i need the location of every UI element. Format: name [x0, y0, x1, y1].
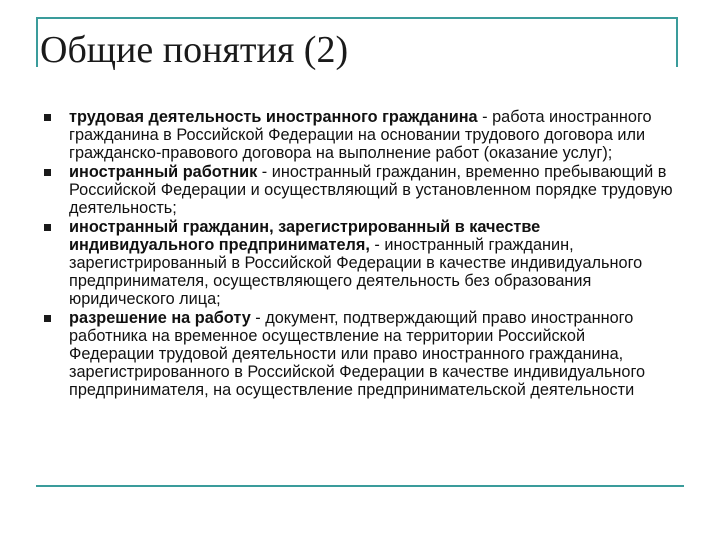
frame-top-line: [36, 17, 678, 19]
square-bullet-icon: [44, 315, 51, 322]
definition-item-work-permit: [44, 309, 674, 399]
definition-separator: -: [250, 309, 266, 327]
definition-term: иностранный гражданин, зарегистрированный в качестве индивидуального предпринимателя,: [69, 218, 541, 254]
square-bullet-icon: [44, 224, 51, 231]
definition-term: иностранный работник: [69, 163, 258, 181]
square-bullet-icon: [44, 169, 51, 176]
definition-separator: -: [369, 236, 385, 254]
definition-term: трудовая деятельность иностранного гражданина: [69, 108, 478, 126]
definition-separator: -: [257, 163, 272, 181]
definition-text: документ, подтверждающий право иностранного работника на временное осуществление на территории Российской Федерации трудовой деятельности или право иностранного гражданина, зарегистрированного в Российской Федерации в качестве индивидуального предпринимателя, на осуществление предпринимательской деятельности: [69, 309, 646, 399]
definition-text: иностранный гражданин, временно пребывающий в Российской Федерации и осуществляющий в установленном порядке трудовую деятельность;: [69, 163, 673, 217]
definition-term: разрешение на работу: [69, 309, 251, 327]
definition-separator: -: [477, 108, 493, 126]
slide-title: Общие понятия (2): [40, 29, 349, 71]
definition-text: иностранный гражданин, зарегистрированный в Российской Федерации в качестве индивидуального предпринимателя, осуществляющего деятельность без образования юридического лица;: [69, 236, 643, 308]
frame-bottom-line: [36, 485, 684, 487]
definition-item-labor-activity: [44, 108, 674, 162]
square-bullet-icon: [44, 114, 51, 121]
definition-list: [44, 108, 674, 400]
definition-item-individual-entrepreneur: [44, 218, 674, 308]
frame-left-line: [36, 17, 38, 67]
frame-right-line: [676, 17, 678, 67]
definition-item-foreign-worker: [44, 163, 674, 217]
definition-text: работа иностранного гражданина в Российской Федерации на основании трудового договора или гражданско-правового договора на выполнение работ (оказание услуг);: [69, 108, 652, 162]
